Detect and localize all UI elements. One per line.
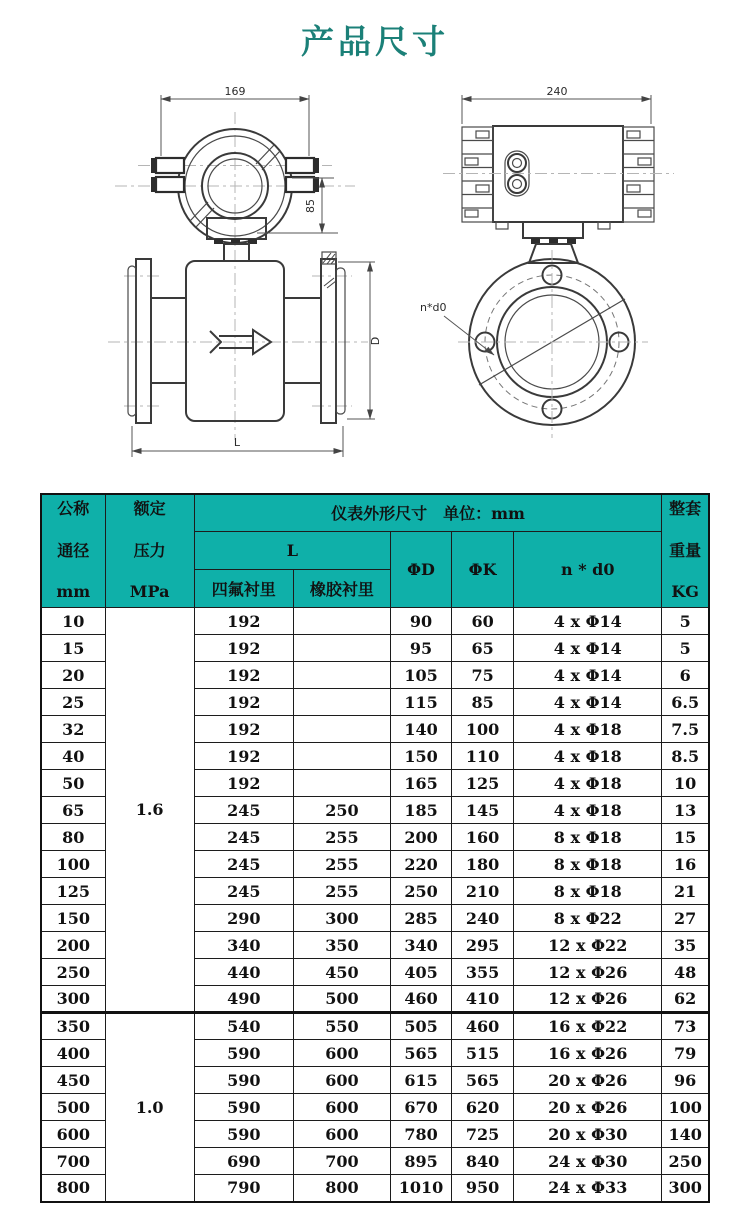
table-cell: 16 x Φ22 [514,1013,662,1040]
table-cell: 16 [662,851,709,878]
table-cell: 255 [293,851,390,878]
spec-table-body [41,608,709,1202]
table-cell: 85 [452,689,514,716]
table-cell: 300 [293,905,390,932]
table-cell: 500 [41,1094,105,1121]
table-cell: 4 x Φ18 [514,743,662,770]
table-cell: 300 [662,1175,709,1202]
table-cell: 20 [41,662,105,689]
table-cell [293,635,390,662]
table-cell: 192 [194,716,293,743]
table-cell: 21 [662,878,709,905]
table-cell: 355 [452,959,514,986]
table-cell: 4 x Φ14 [514,608,662,635]
table-cell: 24 x Φ30 [514,1148,662,1175]
header-rubber-lining: 橡胶衬里 [293,570,390,608]
table-cell: 4 x Φ18 [514,797,662,824]
table-cell: 290 [194,905,293,932]
table-cell: 13 [662,797,709,824]
table-cell: 96 [662,1067,709,1094]
table-cell: 250 [390,878,451,905]
table-cell: 590 [194,1040,293,1067]
table-cell: 8.5 [662,743,709,770]
table-cell: 590 [194,1067,293,1094]
table-cell [293,608,390,635]
table-row [41,608,709,635]
table-cell: 210 [452,878,514,905]
table-cell: 8 x Φ18 [514,878,662,905]
table-cell [293,743,390,770]
table-cell: 245 [194,878,293,905]
table-cell: 700 [41,1148,105,1175]
header-n-d0: n * d0 [514,531,662,608]
table-cell: 700 [293,1148,390,1175]
table-cell: 60 [452,608,514,635]
table-cell: 790 [194,1175,293,1202]
drawing-front-view [420,85,674,438]
table-cell: 180 [452,851,514,878]
table-cell: 150 [390,743,451,770]
table-cell: 48 [662,959,709,986]
bolt-holes-label: n*d0 [420,301,447,314]
table-cell: 192 [194,662,293,689]
table-cell: 90 [390,608,451,635]
table-cell: 192 [194,770,293,797]
table-cell: 565 [390,1040,451,1067]
table-cell: 840 [452,1148,514,1175]
table-cell: 285 [390,905,451,932]
table-cell: 350 [41,1013,105,1040]
table-row [41,1013,709,1040]
table-cell: 250 [293,797,390,824]
table-cell: 780 [390,1121,451,1148]
table-cell: 8 x Φ18 [514,851,662,878]
table-cell: 450 [293,959,390,986]
table-cell: 600 [293,1094,390,1121]
table-cell: 12 x Φ22 [514,932,662,959]
table-cell [293,716,390,743]
table-cell: 615 [390,1067,451,1094]
table-cell: 200 [390,824,451,851]
table-cell: 192 [194,743,293,770]
spec-table [40,493,710,1203]
table-cell: 65 [452,635,514,662]
table-cell: 505 [390,1013,451,1040]
table-cell: 20 x Φ26 [514,1094,662,1121]
table-cell: 100 [662,1094,709,1121]
dim-label-D: D [369,336,382,346]
header-rated-pressure: 额定 压力 MPa [105,494,194,608]
table-cell: 4 x Φ14 [514,635,662,662]
drawing-side-view [108,85,382,457]
table-cell: 4 x Φ18 [514,770,662,797]
dim-label-169: 169 [224,85,246,98]
dim-label-240: 240 [546,85,568,98]
table-cell: 490 [194,986,293,1013]
table-cell: 20 x Φ30 [514,1121,662,1148]
table-cell: 540 [194,1013,293,1040]
table-cell: 24 x Φ33 [514,1175,662,1202]
table-cell: 192 [194,635,293,662]
table-cell [293,662,390,689]
table-cell: 250 [41,959,105,986]
table-cell: 73 [662,1013,709,1040]
table-cell: 600 [293,1121,390,1148]
spec-table-header [41,494,709,608]
table-cell: 600 [293,1067,390,1094]
table-cell: 590 [194,1094,293,1121]
header-dimensions-title: 仪表外形尺寸 单位：mm [194,494,662,531]
header-ptfe-lining: 四氟衬里 [194,570,293,608]
table-cell: 80 [41,824,105,851]
table-cell: 16 x Φ26 [514,1040,662,1067]
table-cell: 460 [390,986,451,1013]
table-cell: 110 [452,743,514,770]
table-cell: 5 [662,608,709,635]
table-cell: 192 [194,689,293,716]
table-cell: 25 [41,689,105,716]
table-cell: 255 [293,878,390,905]
table-cell: 140 [662,1121,709,1148]
pressure-group-cell: 1.6 [105,608,194,1013]
table-cell: 690 [194,1148,293,1175]
table-cell [293,689,390,716]
table-cell: 6 [662,662,709,689]
table-cell: 32 [41,716,105,743]
table-cell: 15 [662,824,709,851]
table-cell: 220 [390,851,451,878]
table-cell: 450 [41,1067,105,1094]
table-cell: 8 x Φ18 [514,824,662,851]
table-cell: 4 x Φ14 [514,689,662,716]
table-cell: 125 [452,770,514,797]
table-cell: 15 [41,635,105,662]
table-cell: 65 [41,797,105,824]
table-cell: 895 [390,1148,451,1175]
table-cell: 165 [390,770,451,797]
table-cell: 4 x Φ14 [514,662,662,689]
table-cell: 460 [452,1013,514,1040]
table-cell: 800 [41,1175,105,1202]
table-cell: 500 [293,986,390,1013]
table-cell: 240 [452,905,514,932]
table-cell: 12 x Φ26 [514,986,662,1013]
table-cell: 6.5 [662,689,709,716]
table-cell: 600 [293,1040,390,1067]
table-cell: 440 [194,959,293,986]
table-cell: 600 [41,1121,105,1148]
table-cell: 27 [662,905,709,932]
table-cell: 5 [662,635,709,662]
table-cell: 620 [452,1094,514,1121]
dim-label-L: L [233,436,241,449]
header-phi-d: ΦD [390,531,451,608]
table-cell: 115 [390,689,451,716]
table-cell: 245 [194,851,293,878]
table-cell: 410 [452,986,514,1013]
table-cell: 340 [194,932,293,959]
table-cell: 405 [390,959,451,986]
table-cell: 100 [41,851,105,878]
table-cell: 400 [41,1040,105,1067]
table-cell: 565 [452,1067,514,1094]
table-cell: 245 [194,797,293,824]
table-cell: 12 x Φ26 [514,959,662,986]
table-cell: 4 x Φ18 [514,716,662,743]
table-cell: 160 [452,824,514,851]
table-cell: 125 [41,878,105,905]
table-cell: 79 [662,1040,709,1067]
table-cell: 1010 [390,1175,451,1202]
table-cell: 50 [41,770,105,797]
table-cell: 150 [41,905,105,932]
table-cell: 7.5 [662,716,709,743]
table-cell: 295 [452,932,514,959]
table-cell: 192 [194,608,293,635]
table-cell: 245 [194,824,293,851]
header-phi-k: ΦK [452,531,514,608]
table-cell: 105 [390,662,451,689]
table-cell: 550 [293,1013,390,1040]
table-cell: 75 [452,662,514,689]
table-cell: 20 x Φ26 [514,1067,662,1094]
table-cell: 255 [293,824,390,851]
table-cell: 140 [390,716,451,743]
table-cell: 185 [390,797,451,824]
table-cell: 950 [452,1175,514,1202]
pressure-group-cell: 1.0 [105,1013,194,1202]
table-cell: 250 [662,1148,709,1175]
table-cell: 515 [452,1040,514,1067]
page-title: 产品尺寸 [301,22,449,61]
table-cell: 590 [194,1121,293,1148]
table-cell: 725 [452,1121,514,1148]
table-cell: 350 [293,932,390,959]
table-cell: 200 [41,932,105,959]
table-cell: 340 [390,932,451,959]
dim-label-85: 85 [304,199,317,213]
technical-drawings [0,80,750,485]
table-cell: 10 [41,608,105,635]
header-total-weight: 整套 重量 KG [662,494,709,608]
table-cell: 40 [41,743,105,770]
table-cell: 100 [452,716,514,743]
table-cell: 800 [293,1175,390,1202]
table-cell: 300 [41,986,105,1013]
table-cell: 10 [662,770,709,797]
table-cell: 670 [390,1094,451,1121]
header-length: L [194,531,390,570]
table-cell: 145 [452,797,514,824]
table-cell: 95 [390,635,451,662]
table-cell: 62 [662,986,709,1013]
table-cell [293,770,390,797]
table-cell: 8 x Φ22 [514,905,662,932]
table-cell: 35 [662,932,709,959]
header-nominal-diameter: 公称 通径 mm [41,494,105,608]
